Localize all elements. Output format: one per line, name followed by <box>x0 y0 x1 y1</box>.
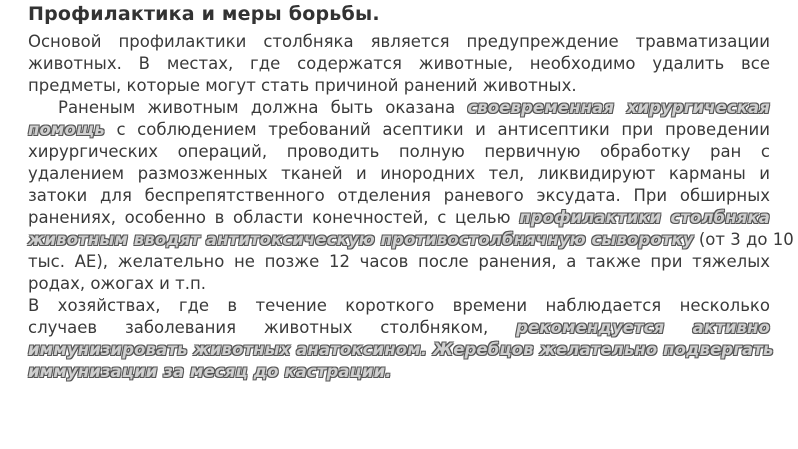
paragraph-2-line-7 <box>28 229 794 251</box>
paragraph-3-line-4 <box>28 361 770 383</box>
paragraph-2-line-3: хирургических операций, проводить полную первичную обработку ран с <box>28 142 770 161</box>
paragraph-2-text: с соблюдением требований асептики и антисептики при проведении <box>116 120 771 139</box>
paragraph-1-line-3: предметы, которые могут стать причиной ранений животных. <box>28 76 577 95</box>
highlighted-text: помощь <box>28 120 105 139</box>
section-title: Профилактика и меры борьбы. <box>28 3 380 25</box>
paragraph-2-text: Раненым животным должна быть оказана <box>58 98 456 117</box>
highlighted-text: профилактики столбняка <box>519 208 771 227</box>
paragraph-3-line-2 <box>28 317 770 339</box>
paragraph-3-line-3 <box>28 339 774 361</box>
highlighted-text: иммунизации за месяц до кастрации. <box>28 362 392 381</box>
highlighted-text: иммунизировать животных анатоксином. Жеребцов желательно подвергать <box>28 340 774 359</box>
highlighted-text: животным вводят антитоксическую противостолбнячную сыворотку <box>28 230 694 249</box>
paragraph-2-text: ранениях, особенно в области конечностей, с целью <box>28 208 511 227</box>
paragraph-2-text: (от 3 до 10 <box>698 230 794 249</box>
paragraph-2-line-2 <box>28 119 770 141</box>
paragraph-3-text: случаев заболевания животных столбняком, <box>28 318 489 337</box>
paragraph-2-line-8: тыс. АЕ), желательно не позже 12 часов после ранения, а также при тяжелых <box>28 252 770 271</box>
paragraph-1-line-1: Основой профилактики столбняка является предупреждение травматизации <box>28 32 770 51</box>
paragraph-3-line-1: В хозяйствах, где в течение короткого времени наблюдается несколько <box>28 296 770 315</box>
paragraph-2-line-1 <box>58 97 770 119</box>
paragraph-2-line-5: затоки для беспрепятственного отделения раневого эксудата. При обширных <box>28 186 770 205</box>
highlighted-text: рекомендуется активно <box>516 318 770 337</box>
paragraph-2-line-4: удалением размозженных тканей и инородних тел, ликвидируют карманы и <box>28 164 770 183</box>
paragraph-1-line-2: животных. В местах, где содержатся животные, необходимо удалить все <box>28 54 770 73</box>
paragraph-2-line-9: родах, ожогах и т.п. <box>28 274 207 293</box>
highlighted-text: своевременная хирургическая <box>467 98 770 117</box>
paragraph-2-line-6 <box>28 207 770 229</box>
